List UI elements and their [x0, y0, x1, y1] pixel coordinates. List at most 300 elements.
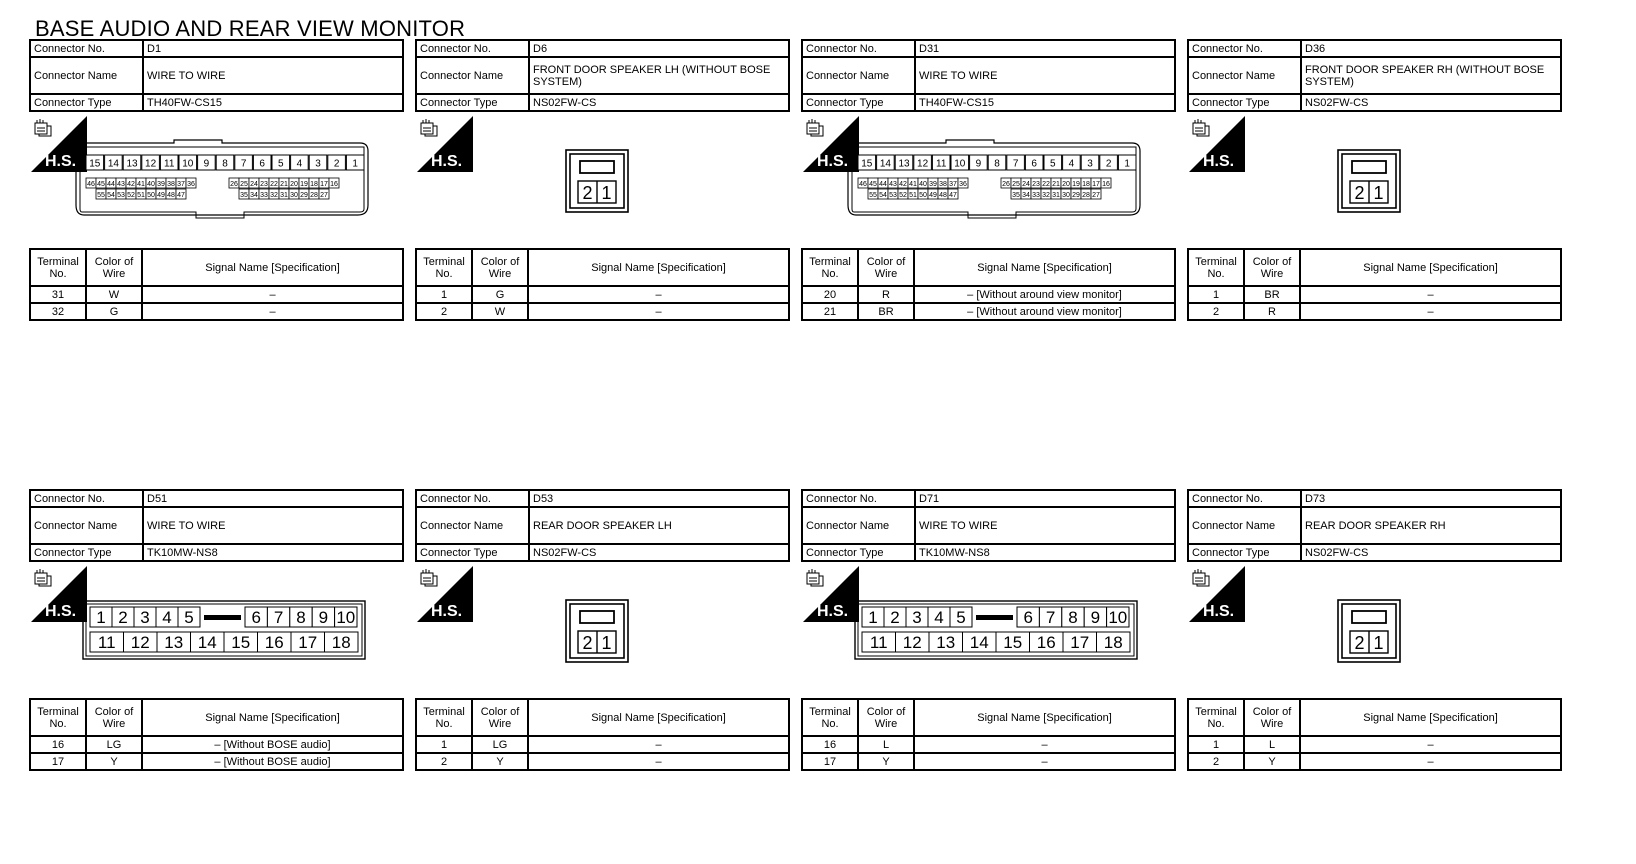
terminal-no-cell: 17 — [30, 753, 86, 770]
pin-label: 7 — [240, 158, 247, 170]
pin-label: 17 — [1092, 181, 1100, 188]
pin-label: 4 — [162, 608, 172, 627]
terminal-no-cell: 2 — [1188, 303, 1244, 320]
pin-label: 31 — [280, 192, 288, 199]
table-row — [30, 286, 403, 303]
color-of-wire-header: Color of Wire — [858, 699, 914, 736]
connector-type-value: TH40FW-CS15 — [915, 94, 1175, 111]
pin-label: 9 — [975, 158, 982, 170]
connector-info-table — [415, 39, 790, 112]
pin-label: 28 — [1082, 192, 1090, 199]
signal-name-cell: – [Without around view monitor] — [914, 286, 1175, 303]
connector-no-label: Connector No. — [802, 490, 915, 507]
signal-name-cell: – — [528, 736, 789, 753]
pin-label: 38 — [167, 181, 175, 188]
key-notch — [204, 615, 241, 620]
pin-label: 41 — [137, 181, 145, 188]
table-row — [30, 303, 403, 320]
connector-info-table — [801, 489, 1176, 562]
pin-label: 1 — [352, 158, 358, 170]
signal-name-cell: – [Without BOSE audio] — [142, 736, 403, 753]
pin-label: 21 — [1052, 181, 1060, 188]
pin-label: 22 — [270, 181, 278, 188]
pin-label: 26 — [230, 181, 238, 188]
connector-panel-d51 — [29, 489, 404, 774]
table-row — [802, 736, 1175, 753]
pin-label: 7 — [1012, 158, 1019, 170]
pin-label: 25 — [240, 181, 248, 188]
pin-label: 18 — [310, 181, 318, 188]
table-row — [802, 286, 1175, 303]
wire-color-cell: BR — [858, 303, 914, 320]
signal-name-cell: – — [528, 286, 789, 303]
table-row — [802, 753, 1175, 770]
signal-name-cell: – [Without BOSE audio] — [142, 753, 403, 770]
table-row — [416, 753, 789, 770]
connector-type-label: Connector Type — [1188, 94, 1301, 111]
pin-label: 15 — [861, 158, 873, 170]
color-of-wire-header: Color of Wire — [858, 249, 914, 286]
connector-type-label: Connector Type — [416, 94, 529, 111]
connector-name-value: FRONT DOOR SPEAKER LH (WITHOUT BOSE SYSTEM) — [529, 57, 789, 94]
terminal-table — [801, 248, 1176, 321]
signal-name-header: Signal Name [Specification] — [1300, 699, 1561, 736]
terminal-table — [415, 248, 790, 321]
connector-type-value: TK10MW-NS8 — [143, 544, 403, 561]
color-of-wire-header: Color of Wire — [472, 249, 528, 286]
connector-face-ns02 — [565, 149, 629, 213]
pin-label: 51 — [909, 192, 917, 199]
pin-label: 30 — [290, 192, 298, 199]
pin-label: 49 — [157, 192, 165, 199]
pin-label: 12 — [902, 633, 922, 652]
terminal-table — [1187, 248, 1562, 321]
hs-label: H.S. — [431, 603, 463, 620]
pin-label: 2 — [582, 633, 593, 653]
signal-name-header: Signal Name [Specification] — [528, 699, 789, 736]
signal-name-cell: – — [142, 286, 403, 303]
lock-tab — [1352, 161, 1386, 173]
wire-color-cell: Y — [1244, 753, 1300, 770]
pin-label: 32 — [270, 192, 278, 199]
pin-label: 1 — [601, 633, 612, 653]
pin-label: 16 — [330, 181, 338, 188]
terminal-no-header: Terminal No. — [1188, 699, 1244, 736]
wire-color-cell: G — [472, 286, 528, 303]
hs-badge-icon — [1189, 116, 1245, 172]
pin-label: 22 — [1042, 181, 1050, 188]
pin-label: 15 — [1003, 633, 1023, 652]
pin-label: 52 — [899, 192, 907, 199]
terminal-table — [1187, 698, 1562, 771]
wire-color-cell: R — [1244, 303, 1300, 320]
pin-label: 15 — [231, 633, 251, 652]
pin-label: 2 — [582, 183, 593, 203]
pin-label: 9 — [1090, 608, 1101, 627]
connector-panel-d71 — [801, 489, 1176, 774]
connector-name-label: Connector Name — [1188, 507, 1301, 544]
pin-label: 4 — [296, 158, 303, 170]
terminal-table — [29, 248, 404, 321]
connector-face-th40 — [846, 139, 1144, 221]
table-row — [30, 736, 403, 753]
pin-label: 13 — [898, 158, 910, 170]
pin-label: 9 — [318, 608, 329, 627]
hs-label: H.S. — [431, 153, 463, 170]
pin-label: 5 — [184, 608, 194, 627]
connector-info-table — [29, 39, 404, 112]
terminal-no-cell: 2 — [416, 303, 472, 320]
pin-label: 10 — [336, 608, 356, 627]
connector-name-label: Connector Name — [1188, 57, 1301, 94]
connector-no-label: Connector No. — [1188, 490, 1301, 507]
connector-name-value: WIRE TO WIRE — [143, 507, 403, 544]
pin-label: 44 — [107, 181, 115, 188]
pin-label: 3 — [315, 158, 321, 170]
pin-label: 49 — [929, 192, 937, 199]
pin-label: 8 — [994, 158, 1000, 170]
color-of-wire-header: Color of Wire — [86, 699, 142, 736]
pin-label: 50 — [147, 192, 155, 199]
terminal-no-cell: 21 — [802, 303, 858, 320]
connector-panel-d36 — [1187, 39, 1562, 324]
pin-label: 2 — [333, 158, 340, 170]
pin-label: 27 — [320, 192, 328, 199]
hs-label: H.S. — [817, 153, 849, 170]
pin-label: 14 — [107, 158, 119, 170]
pin-label: 44 — [879, 181, 887, 188]
pin-label: 32 — [1042, 192, 1050, 199]
pin-label: 26 — [1002, 181, 1010, 188]
terminal-no-cell: 31 — [30, 286, 86, 303]
connector-no-label: Connector No. — [416, 490, 529, 507]
color-of-wire-header: Color of Wire — [1244, 249, 1300, 286]
pin-label: 7 — [273, 608, 284, 627]
pin-label: 37 — [949, 181, 957, 188]
pin-label: 19 — [300, 181, 308, 188]
connector-no-label: Connector No. — [30, 490, 143, 507]
pin-label: 1 — [868, 608, 878, 627]
color-of-wire-header: Color of Wire — [472, 699, 528, 736]
connector-name-label: Connector Name — [802, 57, 915, 94]
signal-name-cell: – — [1300, 303, 1561, 320]
pin-label: 40 — [147, 181, 155, 188]
pin-label: 48 — [939, 192, 947, 199]
table-row — [1188, 736, 1561, 753]
pin-label: 9 — [203, 158, 210, 170]
pin-label: 1 — [1124, 158, 1130, 170]
pin-label: 16 — [264, 633, 284, 652]
pin-label: 55 — [97, 192, 105, 199]
signal-name-cell: – — [1300, 753, 1561, 770]
pin-label: 4 — [1068, 158, 1075, 170]
connector-no-label: Connector No. — [30, 40, 143, 57]
connector-type-value: NS02FW-CS — [529, 94, 789, 111]
terminal-no-cell: 16 — [802, 736, 858, 753]
connector-type-label: Connector Type — [802, 94, 915, 111]
lock-tab — [580, 611, 614, 623]
hs-badge-icon — [417, 116, 473, 172]
pin-label: 2 — [890, 608, 900, 627]
table-row — [30, 753, 403, 770]
hs-badge-icon — [31, 566, 87, 622]
terminal-no-cell: 1 — [416, 736, 472, 753]
table-row — [802, 303, 1175, 320]
pin-label: 11 — [164, 158, 175, 170]
table-row — [1188, 303, 1561, 320]
pin-label: 17 — [320, 181, 328, 188]
connector-panel-d31 — [801, 39, 1176, 324]
table-row — [1188, 753, 1561, 770]
pin-label: 55 — [869, 192, 877, 199]
pin-label: 12 — [145, 158, 157, 170]
pin-label: 11 — [936, 158, 947, 170]
terminal-no-cell: 17 — [802, 753, 858, 770]
connector-no-value: D73 — [1301, 490, 1561, 507]
pin-label: 35 — [1012, 192, 1020, 199]
pin-label: 13 — [164, 633, 184, 652]
pin-label: 5 — [956, 608, 966, 627]
connector-panel-d6 — [415, 39, 790, 324]
pin-label: 47 — [949, 192, 957, 199]
pin-label: 50 — [919, 192, 927, 199]
terminal-table — [29, 698, 404, 771]
connector-type-value: NS02FW-CS — [1301, 544, 1561, 561]
signal-name-header: Signal Name [Specification] — [1300, 249, 1561, 286]
pin-label: 2 — [1354, 183, 1365, 203]
terminal-no-cell: 32 — [30, 303, 86, 320]
pin-label: 3 — [912, 608, 922, 627]
terminal-no-header: Terminal No. — [1188, 249, 1244, 286]
table-row — [416, 286, 789, 303]
terminal-no-cell: 20 — [802, 286, 858, 303]
pin-label: 23 — [260, 181, 268, 188]
signal-name-header: Signal Name [Specification] — [142, 249, 403, 286]
wire-color-cell: Y — [86, 753, 142, 770]
pin-label: 8 — [222, 158, 228, 170]
pin-label: 53 — [117, 192, 125, 199]
pin-label: 1 — [1373, 183, 1384, 203]
terminal-no-cell: 1 — [1188, 736, 1244, 753]
connector-type-value: NS02FW-CS — [529, 544, 789, 561]
signal-name-header: Signal Name [Specification] — [142, 699, 403, 736]
signal-name-cell: – — [528, 303, 789, 320]
connector-name-label: Connector Name — [802, 507, 915, 544]
pin-label: 1 — [1373, 633, 1384, 653]
pin-label: 4 — [934, 608, 944, 627]
terminal-no-header: Terminal No. — [802, 249, 858, 286]
pin-label: 3 — [1087, 158, 1093, 170]
pin-label: 39 — [929, 181, 937, 188]
terminal-no-cell: 1 — [1188, 286, 1244, 303]
connector-no-label: Connector No. — [802, 40, 915, 57]
connector-panel-d53 — [415, 489, 790, 774]
pin-label: 21 — [280, 181, 288, 188]
terminal-no-cell: 16 — [30, 736, 86, 753]
terminal-table — [415, 698, 790, 771]
color-of-wire-header: Color of Wire — [86, 249, 142, 286]
connector-name-value: WIRE TO WIRE — [143, 57, 403, 94]
connector-type-label: Connector Type — [802, 544, 915, 561]
pin-label: 2 — [1354, 633, 1365, 653]
key-notch — [976, 615, 1013, 620]
wire-color-cell: Y — [858, 753, 914, 770]
pin-label: 24 — [1022, 181, 1030, 188]
signal-name-cell: – — [914, 736, 1175, 753]
pin-label: 46 — [87, 181, 95, 188]
table-row — [416, 736, 789, 753]
pin-label: 13 — [126, 158, 138, 170]
pin-label: 38 — [939, 181, 947, 188]
wire-color-cell: W — [86, 286, 142, 303]
terminal-no-cell: 2 — [1188, 753, 1244, 770]
terminal-no-header: Terminal No. — [30, 249, 86, 286]
connector-info-table — [1187, 489, 1562, 562]
pin-label: 6 — [259, 158, 265, 170]
connector-type-value: TK10MW-NS8 — [915, 544, 1175, 561]
signal-name-header: Signal Name [Specification] — [528, 249, 789, 286]
pin-label: 43 — [889, 181, 897, 188]
pin-label: 37 — [177, 181, 185, 188]
pin-label: 10 — [1108, 608, 1128, 627]
pin-label: 52 — [127, 192, 135, 199]
wire-color-cell: L — [1244, 736, 1300, 753]
hs-label: H.S. — [817, 603, 849, 620]
pin-label: 2 — [1105, 158, 1112, 170]
signal-name-cell: – [Without around view monitor] — [914, 303, 1175, 320]
pin-label: 5 — [278, 158, 284, 170]
connector-info-table — [801, 39, 1176, 112]
terminal-no-header: Terminal No. — [30, 699, 86, 736]
connector-no-label: Connector No. — [416, 40, 529, 57]
pin-label: 28 — [310, 192, 318, 199]
hs-badge-icon — [1189, 566, 1245, 622]
connector-name-value: REAR DOOR SPEAKER LH — [529, 507, 789, 544]
connector-name-label: Connector Name — [416, 507, 529, 544]
connector-face-tk10 — [854, 600, 1138, 660]
pin-label: 39 — [157, 181, 165, 188]
connector-type-label: Connector Type — [30, 94, 143, 111]
connector-no-value: D71 — [915, 490, 1175, 507]
pin-label: 3 — [140, 608, 150, 627]
connector-panel-d1 — [29, 39, 404, 324]
connector-name-value: WIRE TO WIRE — [915, 507, 1175, 544]
table-row — [1188, 286, 1561, 303]
connector-name-value: FRONT DOOR SPEAKER RH (WITHOUT BOSE SYSTEM) — [1301, 57, 1561, 94]
pin-label: 33 — [260, 192, 268, 199]
pin-label: 23 — [1032, 181, 1040, 188]
connector-no-value: D53 — [529, 490, 789, 507]
pin-label: 8 — [1068, 608, 1078, 627]
pin-label: 16 — [1036, 633, 1056, 652]
pin-label: 29 — [1072, 192, 1080, 199]
connector-no-label: Connector No. — [1188, 40, 1301, 57]
signal-name-header: Signal Name [Specification] — [914, 699, 1175, 736]
pin-label: 18 — [331, 633, 351, 652]
connector-type-value: NS02FW-CS — [1301, 94, 1561, 111]
wire-color-cell: W — [472, 303, 528, 320]
pin-label: 30 — [1062, 192, 1070, 199]
pin-label: 34 — [1022, 192, 1030, 199]
pin-label: 18 — [1082, 181, 1090, 188]
pin-label: 1 — [96, 608, 106, 627]
wire-color-cell: LG — [86, 736, 142, 753]
pin-label: 54 — [107, 192, 115, 199]
pin-label: 13 — [936, 633, 956, 652]
pin-label: 11 — [869, 633, 888, 652]
pin-label: 19 — [1072, 181, 1080, 188]
connector-type-label: Connector Type — [30, 544, 143, 561]
pin-label: 25 — [1012, 181, 1020, 188]
color-of-wire-header: Color of Wire — [1244, 699, 1300, 736]
pin-label: 1 — [601, 183, 612, 203]
pin-label: 43 — [117, 181, 125, 188]
terminal-no-cell: 1 — [416, 286, 472, 303]
signal-name-cell: – — [1300, 286, 1561, 303]
pin-label: 24 — [250, 181, 258, 188]
pin-label: 18 — [1103, 633, 1123, 652]
lock-tab — [1352, 611, 1386, 623]
connector-face-ns02 — [565, 599, 629, 663]
pin-label: 20 — [1062, 181, 1070, 188]
pin-label: 54 — [879, 192, 887, 199]
pin-label: 17 — [1070, 633, 1090, 652]
pin-label: 6 — [1023, 608, 1033, 627]
signal-name-header: Signal Name [Specification] — [914, 249, 1175, 286]
connector-face-th40 — [74, 139, 372, 221]
wire-color-cell: Y — [472, 753, 528, 770]
pin-label: 14 — [969, 633, 989, 652]
page-title: BASE AUDIO AND REAR VIEW MONITOR — [35, 16, 466, 41]
terminal-no-header: Terminal No. — [416, 699, 472, 736]
hs-badge-icon — [417, 566, 473, 622]
pin-label: 12 — [917, 158, 929, 170]
pin-label: 33 — [1032, 192, 1040, 199]
pin-label: 42 — [899, 181, 907, 188]
connector-face-ns02 — [1337, 149, 1401, 213]
wire-color-cell: L — [858, 736, 914, 753]
pin-label: 42 — [127, 181, 135, 188]
connector-name-value: WIRE TO WIRE — [915, 57, 1175, 94]
pin-label: 46 — [859, 181, 867, 188]
pin-label: 35 — [240, 192, 248, 199]
pin-label: 53 — [889, 192, 897, 199]
pin-label: 17 — [298, 633, 318, 652]
pin-label: 48 — [167, 192, 175, 199]
hs-badge-icon — [803, 566, 859, 622]
pin-label: 27 — [1092, 192, 1100, 199]
wire-color-cell: G — [86, 303, 142, 320]
pin-label: 16 — [1102, 181, 1110, 188]
pin-label: 10 — [182, 158, 194, 170]
connector-no-value: D1 — [143, 40, 403, 57]
connector-face-tk10 — [82, 600, 366, 660]
connector-type-value: TH40FW-CS15 — [143, 94, 403, 111]
connector-no-value: D6 — [529, 40, 789, 57]
pin-label: 45 — [869, 181, 877, 188]
lock-tab — [580, 161, 614, 173]
connector-no-value: D51 — [143, 490, 403, 507]
pin-label: 45 — [97, 181, 105, 188]
wire-color-cell: LG — [472, 736, 528, 753]
terminal-no-header: Terminal No. — [416, 249, 472, 286]
pin-label: 14 — [879, 158, 891, 170]
pin-label: 40 — [919, 181, 927, 188]
pin-label: 10 — [954, 158, 966, 170]
signal-name-cell: – — [914, 753, 1175, 770]
connector-info-table — [415, 489, 790, 562]
pin-label: 7 — [1045, 608, 1056, 627]
